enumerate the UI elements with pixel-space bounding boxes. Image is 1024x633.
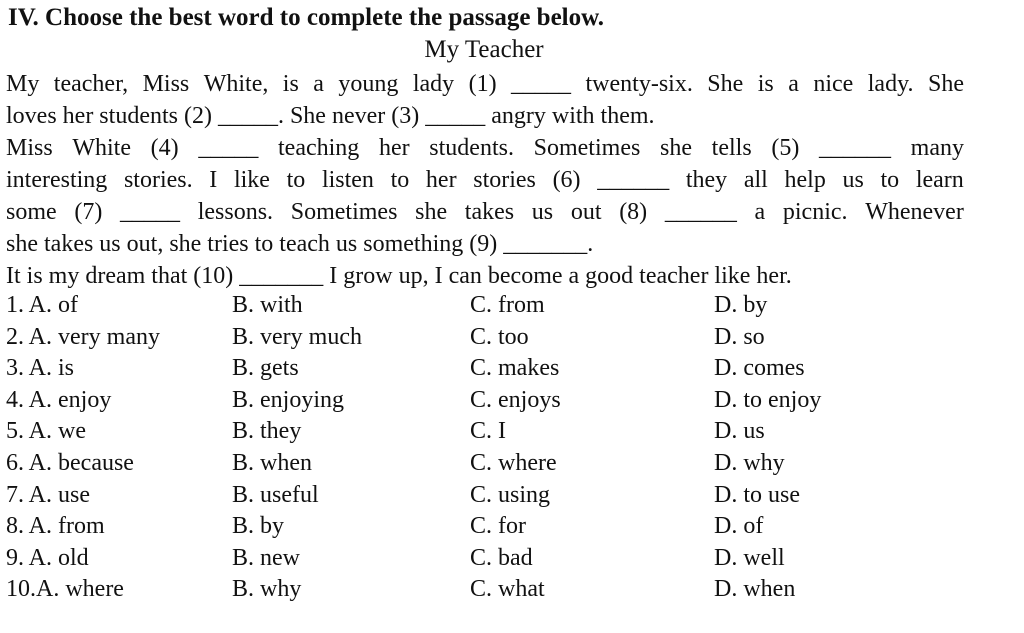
option-row: [6, 416, 996, 448]
passage-word: stories.: [123, 167, 193, 193]
option-c: C. from: [470, 292, 545, 318]
exercise-heading: IV. Choose the best word to complete the passage below.: [8, 4, 605, 31]
passage-word: she: [659, 135, 692, 161]
option-c: C. enjoys: [470, 386, 561, 413]
passage-word: ______: [597, 167, 670, 193]
passage-title: My Teacher: [424, 36, 544, 63]
passage-word: a: [754, 199, 766, 225]
passage-word: twenty-six.: [585, 71, 693, 97]
passage-word: White,: [203, 71, 269, 97]
passage-word: Miss: [6, 135, 53, 161]
option-c: C. for: [470, 513, 526, 540]
passage-line: [6, 68, 964, 100]
passage-word: (5): [771, 135, 800, 161]
option-a: 3. A. is: [6, 355, 75, 382]
option-d: D. by: [714, 292, 768, 318]
passage-word: ______: [818, 135, 891, 161]
passage-word: students.: [429, 135, 514, 161]
option-row: [6, 543, 996, 575]
passage-line: It is my dream that (10) _______ I grow up, I can become a good teacher like her.: [6, 263, 792, 289]
passage-line: [6, 196, 964, 228]
option-b: B. when: [232, 449, 312, 476]
passage-word: her: [378, 135, 410, 161]
option-c: C. makes: [470, 355, 560, 382]
passage-word: help: [784, 167, 826, 193]
passage-word: lady: [412, 71, 455, 97]
option-c: C. using: [470, 481, 551, 508]
passage-word: is: [282, 71, 299, 97]
passage-word: (8): [619, 199, 648, 225]
option-b: B. enjoying: [232, 386, 344, 413]
option-c: C. too: [470, 323, 529, 350]
option-row: [6, 322, 996, 354]
option-c: C. bad: [470, 544, 533, 571]
passage-word: to: [880, 167, 900, 193]
option-a: 2. A. very many: [6, 323, 160, 350]
passage-word: young: [338, 71, 399, 97]
passage-word: (7): [74, 199, 103, 225]
option-row: [6, 385, 996, 417]
passage-word: My: [6, 71, 40, 97]
option-d: D. comes: [714, 355, 805, 382]
option-c: C. I: [470, 418, 506, 445]
passage-word: a: [313, 71, 324, 97]
passage-word: interesting: [6, 167, 108, 193]
passage-word: I: [209, 167, 218, 193]
option-d: D. well: [714, 544, 785, 571]
option-row: [6, 353, 996, 385]
option-a: 7. A. use: [6, 481, 90, 508]
passage-word: teaching: [278, 135, 360, 161]
option-b: B. useful: [232, 481, 319, 508]
option-b: B. with: [232, 292, 303, 318]
passage-word: to: [390, 167, 410, 193]
option-d: D. when: [714, 576, 796, 603]
option-row: [6, 448, 996, 480]
passage-word: White: [72, 135, 131, 161]
passage-word: she: [415, 199, 448, 225]
passage-word: many: [910, 135, 964, 161]
option-a: 6. A. because: [6, 449, 134, 476]
passage-word: her: [425, 167, 457, 193]
passage: [6, 68, 964, 292]
option-row: [6, 574, 996, 606]
passage-word: teacher,: [53, 71, 129, 97]
option-b: B. gets: [232, 355, 299, 382]
option-a: 9. A. old: [6, 544, 89, 571]
option-d: D. us: [714, 418, 765, 445]
passage-word: _____: [511, 71, 572, 97]
passage-word: Sometimes: [290, 199, 398, 225]
option-d: D. so: [714, 323, 765, 350]
passage-word: ______: [664, 199, 737, 225]
passage-word: (4): [150, 135, 179, 161]
passage-word: to: [286, 167, 306, 193]
passage-word: (1): [468, 71, 497, 97]
passage-word: She: [707, 71, 744, 97]
passage-word: tells: [711, 135, 752, 161]
option-a: 1. A. of: [6, 292, 78, 318]
passage-word: all: [743, 167, 768, 193]
option-b: B. they: [232, 418, 302, 445]
passage-word: out: [570, 199, 602, 225]
passage-line: loves her students (2) _____. She never (3) _____ angry with them.: [6, 103, 655, 129]
answer-options: [6, 290, 996, 606]
passage-word: Sometimes: [533, 135, 641, 161]
option-a: 8. A. from: [6, 513, 105, 540]
passage-word: learn: [915, 167, 964, 193]
option-b: B. very much: [232, 323, 362, 350]
passage-word: picnic.: [782, 199, 848, 225]
option-d: D. of: [714, 513, 764, 540]
passage-word: lady.: [867, 71, 914, 97]
option-a: 5. A. we: [6, 418, 86, 445]
passage-word: _____: [198, 135, 259, 161]
passage-word: She: [927, 71, 964, 97]
option-row: [6, 480, 996, 512]
option-d: D. why: [714, 449, 785, 476]
passage-line: [6, 164, 964, 196]
passage-word: listen: [321, 167, 374, 193]
passage-word: some: [6, 199, 57, 225]
passage-word: is: [757, 71, 774, 97]
passage-word: nice: [813, 71, 854, 97]
option-a: 4. A. enjoy: [6, 386, 112, 413]
option-a: 10.A. where: [6, 576, 124, 603]
passage-word: Miss: [142, 71, 190, 97]
passage-word: like: [233, 167, 270, 193]
option-c: C. what: [470, 576, 545, 603]
passage-word: a: [788, 71, 799, 97]
passage-word: stories: [473, 167, 536, 193]
option-b: B. by: [232, 513, 285, 540]
passage-word: Whenever: [865, 199, 964, 225]
option-c: C. where: [470, 449, 557, 476]
option-d: D. to enjoy: [714, 386, 822, 413]
passage-line: [6, 132, 964, 164]
option-row: [6, 290, 996, 322]
passage-word: they: [685, 167, 728, 193]
passage-word: us: [842, 167, 864, 193]
option-b: B. new: [232, 544, 300, 571]
passage-word: (6): [552, 167, 581, 193]
passage-word: us: [531, 199, 554, 225]
passage-line: she takes us out, she tries to teach us something (9) _______.: [6, 231, 594, 257]
option-b: B. why: [232, 576, 302, 603]
passage-word: _____: [120, 199, 181, 225]
passage-word: takes: [464, 199, 515, 225]
passage-word: lessons.: [197, 199, 274, 225]
option-d: D. to use: [714, 481, 800, 508]
option-row: [6, 511, 996, 543]
